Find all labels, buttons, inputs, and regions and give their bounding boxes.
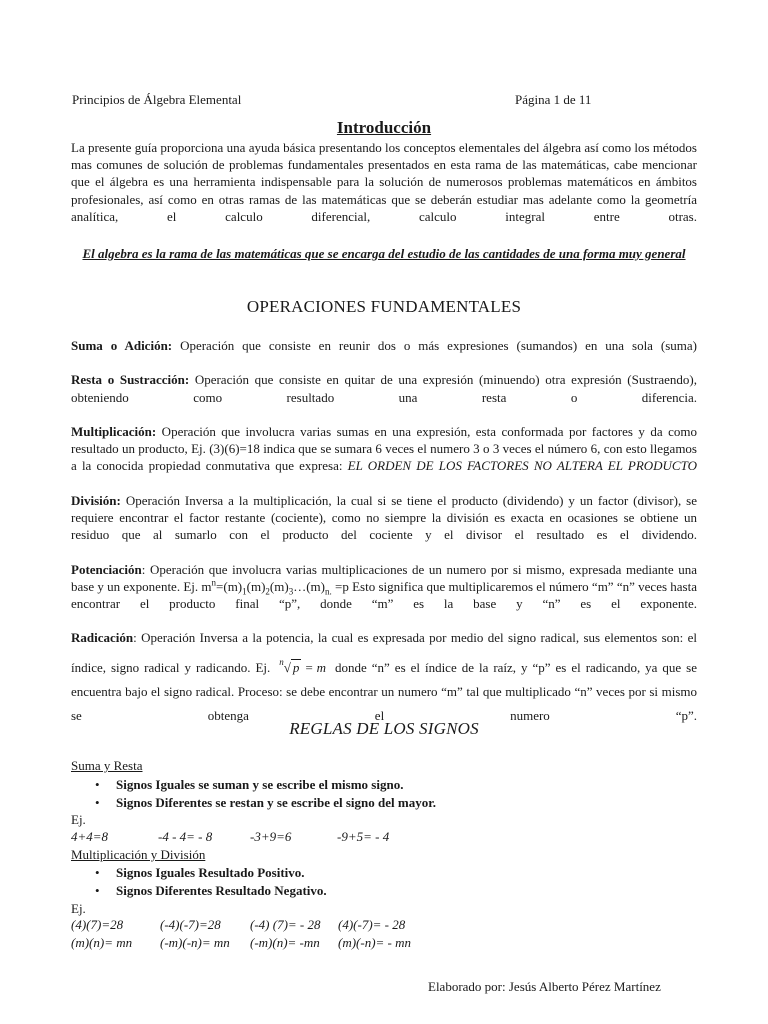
radical-sign-icon: √: [283, 660, 291, 676]
example-expression: (4)(7)=28: [71, 917, 124, 932]
power-seg-2: (m): [246, 578, 266, 594]
radicand: p: [292, 660, 300, 676]
algebra-definition: El algebra es la rama de las matemáticas que se encarga del estudio de las cantidades de una forma muy general: [82, 246, 686, 261]
example-expression: (-m)(-n)= mn: [160, 935, 230, 950]
list-item: • Signos Iguales Resultado Positivo.: [95, 864, 327, 882]
list-item: • Signos Diferentes se restan y se escribe el signo del mayor.: [95, 794, 436, 812]
commutative-property: EL ORDEN DE LOS FACTORES NO ALTERA EL PRODUCTO: [347, 458, 697, 474]
exponent-n: n: [211, 577, 217, 588]
example-expression: (m)(n)= mn: [71, 935, 133, 950]
radical-result: = m: [301, 660, 327, 676]
example-expression: (m)(-n)= - mn: [338, 935, 412, 950]
operations-heading: OPERACIONES FUNDAMENTALES: [246, 297, 522, 316]
intro-paragraph: La presente guía proporciona una ayuda básica presentando los conceptos elementales del álgebra así como los métodos mas comunes de solución de problemas fundamentales presentados en esta rama de las matemáticas, cabe mencionar que el álgebra es una herramienta indispensable para la solución de numerosos problemas matemáticos en ámbitos profesionales, así como en otras ramas de las matemáticas que se deberán estudiar mas adelante como la geometría analítica, el calculo diferencial, calculo integral entre otras.: [71, 140, 697, 224]
page-number: Página 1 de 11: [515, 92, 592, 107]
suma-resta-subheading: Suma y Resta: [71, 758, 143, 773]
potenciacion-explanation: Esto significa que multiplicaremos el número “m” “n” veces hasta encontrar el producto final “p”, donde “m” es la base y “n” es el exponente.: [71, 578, 698, 612]
division-term: División:: [71, 492, 121, 508]
radical-index: n: [279, 657, 284, 668]
example-expression: -4 - 4= - 8: [158, 829, 213, 844]
list-item: • Signos Iguales se suman y se escribe el mismo signo.: [95, 776, 436, 794]
division-definition: [71, 492, 697, 561]
radicacion-text: : Operación Inversa a la potencia, la cual es expresada por medio del signo radical, sus elementos son: el índice, signo radical y radicando. Ej.: [71, 630, 697, 676]
subscript-n: n.: [324, 586, 332, 597]
example-expression: (-m)(n)= -mn: [250, 935, 320, 950]
example-expression: 4+4=8: [71, 829, 109, 844]
mult-div-rules: [95, 864, 327, 900]
signs-heading: REGLAS DE LOS SIGNOS: [289, 719, 479, 738]
radicacion-explanation: donde “n” es el índice de la raíz, y “p” es el radicando, ya que se encuentra bajo el signo radical. Proceso: se debe encontrar un numero “m” tal que multiplicado “n” veces por si mismo se obtenga el numero “p”.: [71, 660, 697, 724]
power-seg-dots: …(m): [293, 578, 325, 594]
power-eq-close: =p: [331, 578, 349, 594]
resta-term: Resta o Sustracción:: [71, 372, 190, 388]
example-expression: (-4)(-7)=28: [160, 917, 221, 932]
suma-text: Operación que consiste en reunir dos o más expresiones (sumandos) en una sola (suma): [172, 338, 697, 353]
operations-body: [71, 337, 697, 752]
mult-div-example-label: Ej.: [71, 901, 86, 916]
suma-resta-rules: [95, 776, 436, 812]
radicacion-term: Radicación: [71, 630, 134, 646]
resta-definition: [71, 371, 697, 423]
document-header-title: Principios de Álgebra Elemental: [72, 92, 242, 107]
example-expression: (-4) (7)= - 28: [250, 917, 321, 932]
subscript-1: 1: [242, 586, 247, 597]
suma-term: Suma o Adición:: [71, 338, 173, 353]
list-item: • Signos Diferentes Resultado Negativo.: [95, 882, 327, 900]
intro-heading: Introducción: [336, 118, 432, 137]
author-footer: Elaborado por: Jesús Alberto Pérez Martínez: [428, 979, 661, 994]
subscript-3: 3: [288, 586, 294, 597]
potenciacion-definition: [71, 561, 697, 630]
example-expression: (4)(-7)= - 28: [338, 917, 406, 932]
power-seg-3: (m): [269, 578, 289, 594]
multiplicacion-term: Multiplicación:: [71, 424, 157, 440]
radical-formula: [279, 650, 326, 680]
suma-definition: [71, 337, 697, 371]
subscript-2: 2: [265, 586, 270, 597]
multiplicacion-definition: [71, 423, 697, 492]
potenciacion-term: Potenciación: [71, 561, 142, 577]
suma-resta-example-label: Ej.: [71, 812, 86, 827]
multiplicacion-text: Operación que involucra varias sumas en una expresión, esta conformada por factores y da como resultado un producto, Ej. (3)(6)=18 indica que se sumara 6 veces el numero 3 o 3 veces el número 6, con esto llegamos a la conocida propiedad conmutativa que expresa:: [71, 424, 697, 474]
mult-div-subheading: Multiplicación y División: [71, 847, 206, 862]
potenciacion-text: : Operación que involucra varias multiplicaciones de un numero por si mismo, expresada mediante una base y un exponente. Ej. m: [71, 561, 697, 594]
resta-text: Operación que consiste en quitar de una expresión (minuendo) otra expresión (Sustraendo), obteniendo como resultado una resta o diferencia.: [71, 372, 697, 405]
division-text: Operación Inversa a la multiplicación, la cual si se tiene el producto (dividendo) y un factor (divisor), se requiere encontrar el factor restante (cociente), como no siempre la división es exacta en ocasiones se obtiene un residuo que al sumarlo con el producto del cociente y el divisor el resultado es el dividendo.: [71, 492, 697, 543]
power-eq-open: =(m): [216, 578, 243, 594]
example-expression: -3+9=6: [250, 829, 292, 844]
example-expression: -9+5= - 4: [337, 829, 390, 844]
